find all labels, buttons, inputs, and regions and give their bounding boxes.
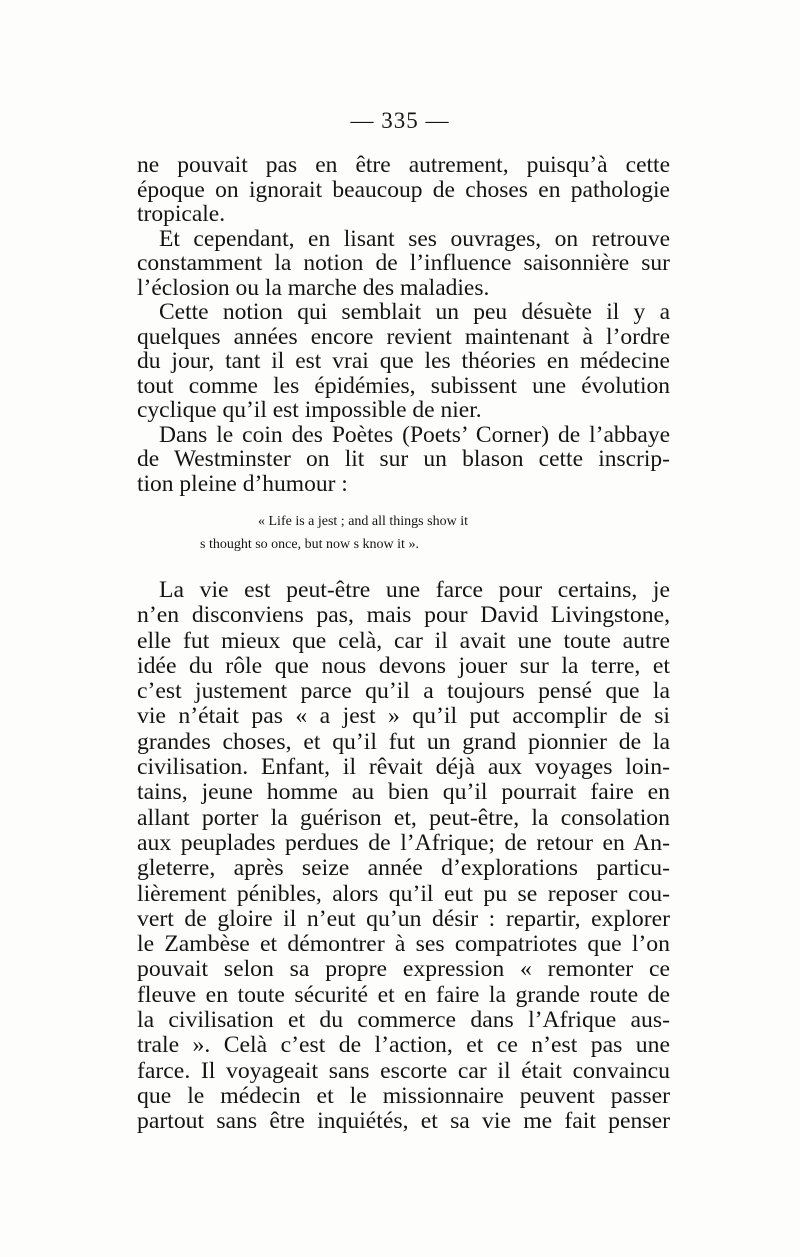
text-line: vert de gloire il n’eut qu’un désir : repartir, explorer [137, 905, 670, 932]
text-line: allant porter la guérison et, peut-être, la consolation [137, 804, 670, 831]
text-line: cyclique qu’il est impossible de nier. [137, 397, 482, 423]
text-line: aux peuplades perdues de l’Afrique; de retour en An- [137, 829, 670, 856]
text-line: gleterre, après seize année d’explorations particu- [137, 855, 670, 882]
text-line: c’est justement parce qu’il a toujours pensé que la [137, 678, 670, 705]
text-line: n’en disconviens pas, mais pour David Livingstone, [137, 602, 670, 629]
text-line: fleuve en toute sécurité et en faire la grande route de [137, 981, 670, 1008]
text-line: lièrement pénibles, alors qu’il eut pu se reposer cou- [137, 880, 670, 907]
text-line: partout sans être inquiétés, et sa vie me fait penser [137, 1108, 670, 1135]
text-line: tout comme les épidémies, subissent une évolution [137, 372, 670, 399]
text-line: pouvait selon sa propre expression « remonter ce [137, 956, 670, 983]
text-line: Dans le coin des Poètes (Poets’ Corner) de l’abbaye [159, 421, 670, 448]
text-line: que le médecin et le missionnaire peuvent passer [137, 1082, 670, 1109]
text-line: de Westminster on lit sur un blason cette inscrip- [137, 446, 670, 472]
text-line: l’éclosion ou la marche des maladies. [137, 274, 490, 301]
quotation [200, 510, 600, 556]
text-line: constamment la notion de l’influence saisonnière sur [137, 250, 670, 276]
quote-line: s thought so once, but now s know it ». [200, 537, 419, 552]
text-line: tropicale. [137, 201, 226, 227]
text-line: farce. Il voyageait sans escorte car il était convaincu [137, 1057, 670, 1084]
text-line: grandes choses, et qu’il fut un grand pionnier de la [137, 728, 670, 755]
text-line: époque on ignorait beaucoup de choses en pathologie [137, 176, 670, 203]
page-number: — 335 — [350, 108, 450, 133]
text-line: le Zambèse et démontrer à ses compatriotes que l’on [137, 931, 670, 958]
paragraph-block-1 [137, 153, 670, 496]
text-line: civilisation. Enfant, il rêvait déjà aux voyages loin- [137, 754, 670, 781]
text-line: ne pouvait pas en être autrement, puisqu’à cette [137, 152, 670, 178]
text-line: trale ». Celà c’est de l’action, et ce n’est pas une [137, 1032, 670, 1059]
quote-line: « Life is a jest ; and all things show it [258, 514, 468, 529]
text-line: Cette notion qui semblait un peu désuète il y a [159, 299, 670, 325]
text-line: elle fut mieux que celà, car il avait une toute autre [137, 627, 670, 654]
text-line: Et cependant, en lisant ses ouvrages, on retrouve [159, 225, 670, 252]
text-line: La vie est peut-être une farce pour certains, je [159, 577, 670, 603]
text-line: vie n’était pas « a jest » qu’il put accomplir de si [137, 703, 670, 730]
text-line: tion pleine d’humour : [137, 470, 348, 497]
paragraph-block-2 [137, 578, 670, 1135]
text-line: tains, jeune homme au bien qu’il pourrait faire en [137, 779, 670, 806]
text-line: idée du rôle que nous devons jouer sur la terre, et [137, 652, 670, 679]
text-line: quelques années encore revient maintenant à l’ordre [137, 323, 670, 350]
text-line: du jour, tant il est vrai que les théories en médecine [137, 348, 670, 374]
text-line: la civilisation et du commerce dans l’Afrique aus- [137, 1007, 670, 1034]
